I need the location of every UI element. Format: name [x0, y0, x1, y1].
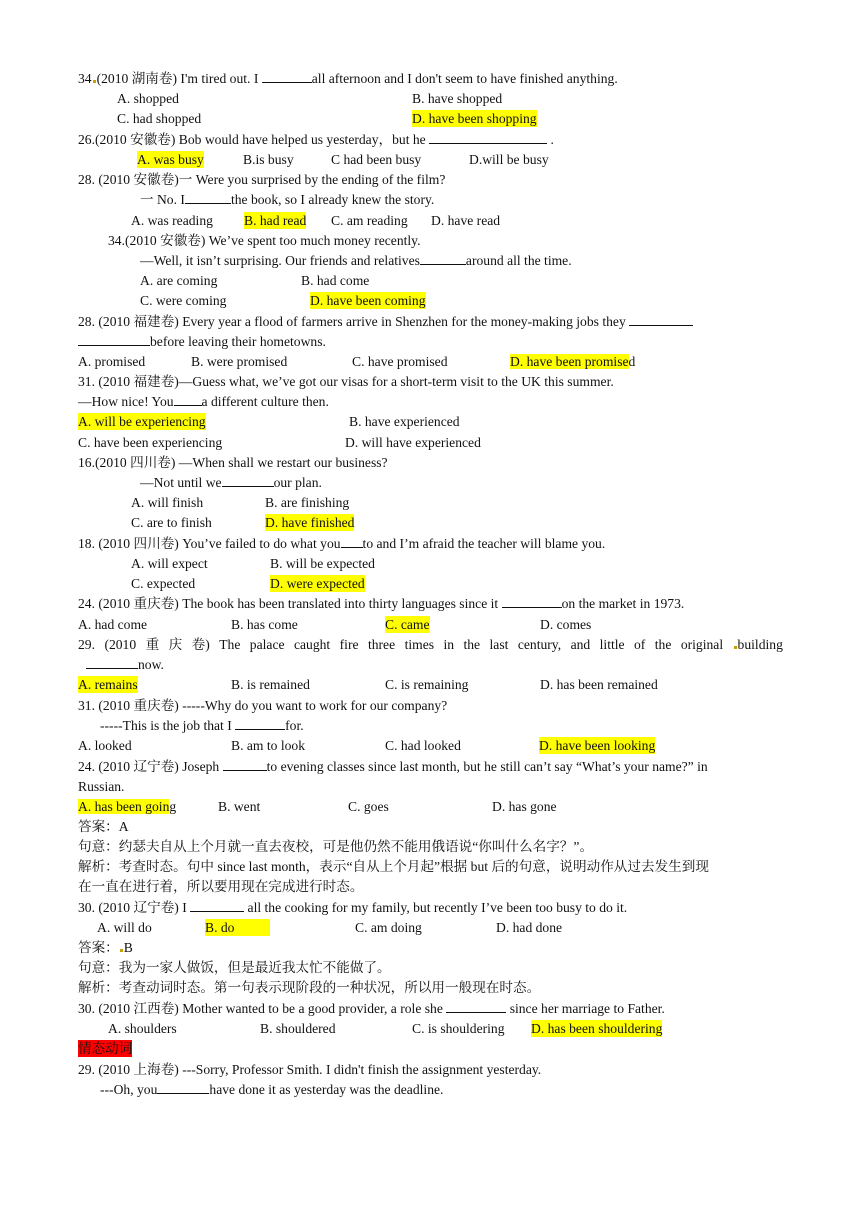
analysis-line: 解析：考查动词时态。第一句表示现阶段的一种状况，所以用一般现在时态。	[78, 980, 541, 995]
word: original	[680, 637, 724, 652]
option-d-tail: d	[628, 354, 636, 369]
question-28-fujian	[78, 313, 693, 330]
question-28-anhui: 28. (2010 安徽卷)一 Were you surprised by the ending of the film?	[78, 172, 446, 187]
word: last	[489, 637, 509, 652]
question-stem-end: since her marriage to Father.	[506, 1001, 665, 1016]
option-b: B. shouldered	[260, 1021, 336, 1036]
option-a: A. had come	[78, 617, 148, 632]
question-stem-end: now.	[138, 657, 164, 672]
answer-blank	[235, 717, 285, 730]
question-stem-end: all the cooking for my family, but recently I’ve been too busy to do it.	[244, 900, 628, 915]
option-b: B. have shopped	[412, 91, 503, 106]
option-d: D.will be busy	[469, 152, 549, 167]
reply-start: 一 No. I	[140, 192, 185, 207]
question-28-fujian-cont	[78, 333, 326, 350]
option-a: A. are coming	[140, 273, 218, 288]
option-d: D. has gone	[492, 799, 557, 814]
option-b: B. will be expected	[270, 556, 375, 571]
question-stem: 28. (2010 福建卷) Every year a flood of farmers arrive in Shenzhen for the money-making jobs they	[78, 314, 630, 329]
option-a: A. looked	[78, 738, 132, 753]
word: century,	[517, 637, 562, 652]
question-stem-end: on the market in 1973.	[561, 596, 685, 611]
answer-blank	[185, 191, 231, 204]
question-30-jiangxi	[78, 1000, 665, 1017]
question-30-liaoning	[78, 899, 627, 916]
answer-blank	[262, 70, 312, 83]
word: 重	[145, 637, 160, 652]
option-b: B. have experienced	[349, 414, 460, 429]
reply-line	[100, 1081, 443, 1098]
answer-blank	[223, 758, 267, 771]
question-stem: 24. (2010 辽宁卷) Joseph	[78, 759, 223, 774]
question-34-anhui: 34.(2010 安徽卷) We’ve spent too much money recently.	[108, 233, 421, 248]
option-c: C. have promised	[352, 354, 448, 369]
option-a-highlight: A. has been goin	[78, 799, 170, 814]
reply-start: —Not until we	[140, 475, 222, 490]
option-d: D. has been remained	[540, 677, 658, 692]
reply-end: around all the time.	[465, 253, 572, 268]
option-d-answer: D. have been looking	[539, 738, 656, 753]
option-b: B. were promised	[191, 354, 288, 369]
marker-dot	[93, 80, 96, 83]
answer-blank	[78, 333, 150, 346]
option-b: B. had come	[301, 273, 370, 288]
option-a: A. will finish	[131, 495, 204, 510]
word: three	[367, 637, 396, 652]
word: the	[463, 637, 481, 652]
option-c: C. am doing	[355, 920, 422, 935]
option-b: B. is remained	[231, 677, 310, 692]
question-stem: 30. (2010 辽宁卷) I	[78, 900, 191, 915]
translation-line: 句意：约瑟夫自从上个月就一直去夜校，可是他仍然不能用俄语说“你叫什么名字？”。	[78, 839, 594, 854]
answer-blank	[341, 535, 363, 548]
answer-blank	[86, 656, 138, 669]
question-29-shanghai: 29. (2010 上海卷) ---Sorry, Professor Smith. I didn't finish the assignment yesterday.	[78, 1062, 542, 1077]
option-c-answer: C. came	[385, 617, 430, 632]
option-b: B. has come	[231, 617, 298, 632]
option-c: C. were coming	[140, 293, 227, 308]
answer-line	[78, 939, 133, 956]
reply-line	[100, 717, 304, 734]
answer-blank	[190, 899, 244, 912]
answer-blank	[222, 474, 274, 487]
answer-blank	[429, 131, 547, 144]
answer-blank	[502, 595, 562, 608]
option-b: B. went	[218, 799, 261, 814]
marker-dot	[734, 646, 737, 649]
question-26-anhui: 26.(2010 安徽卷) Bob would have helped us yesterday，but he .	[78, 132, 554, 147]
option-a-answer	[78, 798, 176, 815]
analysis-line-cont: 在一直在进行着，所以要用现在完成进行时态。	[78, 879, 364, 894]
option-c: C. had looked	[385, 738, 461, 753]
option-d-answer: D. has been shouldering	[531, 1021, 663, 1036]
option-c: C. am reading	[331, 213, 408, 228]
option-c: C. is shouldering	[412, 1021, 505, 1036]
answer-blank	[420, 252, 466, 265]
word: palace	[249, 637, 285, 652]
option-a: A. was reading	[131, 213, 213, 228]
option-a: A. promised	[78, 354, 146, 369]
question-stem-end: all afternoon and I don't seem to have finished anything.	[311, 71, 618, 86]
option-c: C. goes	[348, 799, 389, 814]
word: times	[404, 637, 435, 652]
reply-end: for.	[285, 718, 304, 733]
word: 29.	[78, 637, 95, 652]
reply-end: a different culture then.	[201, 394, 329, 409]
reply-line	[140, 252, 572, 269]
option-d: D. will have experienced	[345, 435, 481, 450]
word: caught	[293, 637, 331, 652]
question-16-sichuan: 16.(2010 四川卷) —When shall we restart our business?	[78, 455, 388, 470]
option-b: B. are finishing	[265, 495, 350, 510]
question-24-liaoning-cont: Russian.	[78, 779, 125, 794]
word: and	[570, 637, 591, 652]
reply-line	[78, 393, 329, 410]
option-c: C. have been experiencing	[78, 435, 223, 450]
word: the	[654, 637, 672, 652]
question-31-chongqing: 31. (2010 重庆卷) -----Why do you want to work for our company?	[78, 698, 448, 713]
option-d-answer: D. were expected	[270, 576, 365, 591]
translation-line: 句意：我为一家人做饭，但是最近我太忙不能做了。	[78, 960, 391, 975]
reply-line	[140, 474, 322, 491]
option-c: C had been busy	[331, 152, 422, 167]
option-a-answer: A. remains	[78, 677, 138, 692]
question-stem-end: to and I’m afraid the teacher will blame you.	[362, 536, 606, 551]
option-c: C. is remaining	[385, 677, 469, 692]
option-a: A. will expect	[131, 556, 208, 571]
question-stem-end: before leaving their hometowns.	[150, 334, 326, 349]
word	[733, 636, 783, 653]
option-d-answer	[510, 353, 635, 370]
option-d: D. have read	[431, 213, 501, 228]
option-a: A. shopped	[117, 91, 179, 106]
question-24-liaoning	[78, 758, 708, 775]
question-29-chongqing	[78, 636, 783, 653]
word: of	[634, 637, 646, 652]
option-d-answer: D. have been shopping	[412, 111, 537, 126]
question-stem-end: to evening classes since last month, but he still can’t say “What’s your name?” in	[266, 759, 708, 774]
reply-end: have done it as yesterday was the deadline.	[209, 1082, 444, 1097]
question-34-hunan	[78, 70, 618, 87]
option-a: A. shoulders	[108, 1021, 177, 1036]
reply-start: —How nice! You	[78, 394, 174, 409]
question-stem: 18. (2010 四川卷) You’ve failed to do what you	[78, 536, 341, 551]
word: 卷)	[191, 637, 210, 652]
reply-end: the book, so I already knew the story.	[230, 192, 435, 207]
word: 庆	[168, 637, 183, 652]
answer-blank	[174, 393, 202, 406]
question-24-chongqing	[78, 595, 684, 612]
option-a: A. will do	[97, 920, 152, 935]
reply-end: our plan.	[273, 475, 322, 490]
answer-blank	[629, 313, 693, 326]
word: in	[443, 637, 455, 652]
option-a-tail: g	[169, 799, 177, 814]
option-d: D. had done	[496, 920, 563, 935]
analysis-line: 解析：考查时态。句中 since last month，表示“自从上个月起”根据 but 后的句意，说明动作从过去发生到现	[78, 859, 709, 874]
answer-blank	[446, 1000, 506, 1013]
question-stem: (2010 湖南卷) I'm tired out. I	[96, 71, 262, 86]
section-heading-modal-verbs: 情态动词	[78, 1041, 133, 1056]
question-stem: 30. (2010 江西卷) Mother wanted to be a good provider, a role she	[78, 1001, 447, 1016]
option-d-answer: D. have finished	[265, 515, 355, 530]
word-text: building	[737, 637, 783, 652]
option-b: B. am to look	[231, 738, 306, 753]
question-29-chongqing-cont	[86, 656, 164, 673]
question-stem: 26.(2010 安徽卷) Bob would have helped us yesterday，but he	[78, 132, 430, 147]
reply-line	[140, 191, 434, 208]
reply-start: -----This is the job that I	[100, 718, 236, 733]
option-b: B.is busy	[243, 152, 294, 167]
option-a-answer: A. was busy	[137, 152, 204, 167]
word: little	[599, 637, 625, 652]
question-stem: 24. (2010 重庆卷) The book has been translated into thirty languages since it	[78, 596, 502, 611]
option-d-highlight: D. have been promise	[510, 354, 629, 369]
question-18-sichuan	[78, 535, 605, 552]
option-c: C. expected	[131, 576, 196, 591]
option-d: D. comes	[540, 617, 592, 632]
answer-label: 答案：	[78, 940, 119, 955]
marker-dot	[120, 949, 123, 952]
option-b-answer: B. had read	[244, 213, 307, 228]
word: (2010	[104, 637, 137, 652]
option-c: C. had shopped	[117, 111, 202, 126]
word: The	[219, 637, 241, 652]
answer-value: B	[123, 940, 133, 955]
answer-blank	[157, 1081, 209, 1094]
option-b-answer: B. do	[205, 919, 270, 936]
answer-line: 答案：A	[78, 819, 129, 834]
option-a-answer: A. will be experiencing	[78, 414, 206, 429]
reply-start: ---Oh, you	[100, 1082, 158, 1097]
option-d-answer: D. have been coming	[310, 293, 426, 308]
question-number: 34	[78, 71, 92, 86]
word: fire	[339, 637, 359, 652]
option-c: C. are to finish	[131, 515, 212, 530]
reply-start: —Well, it isn’t surprising. Our friends and relatives	[140, 253, 420, 268]
question-31-fujian: 31. (2010 福建卷)—Guess what, we’ve got our visas for a short-term visit to the UK this summer.	[78, 374, 614, 389]
